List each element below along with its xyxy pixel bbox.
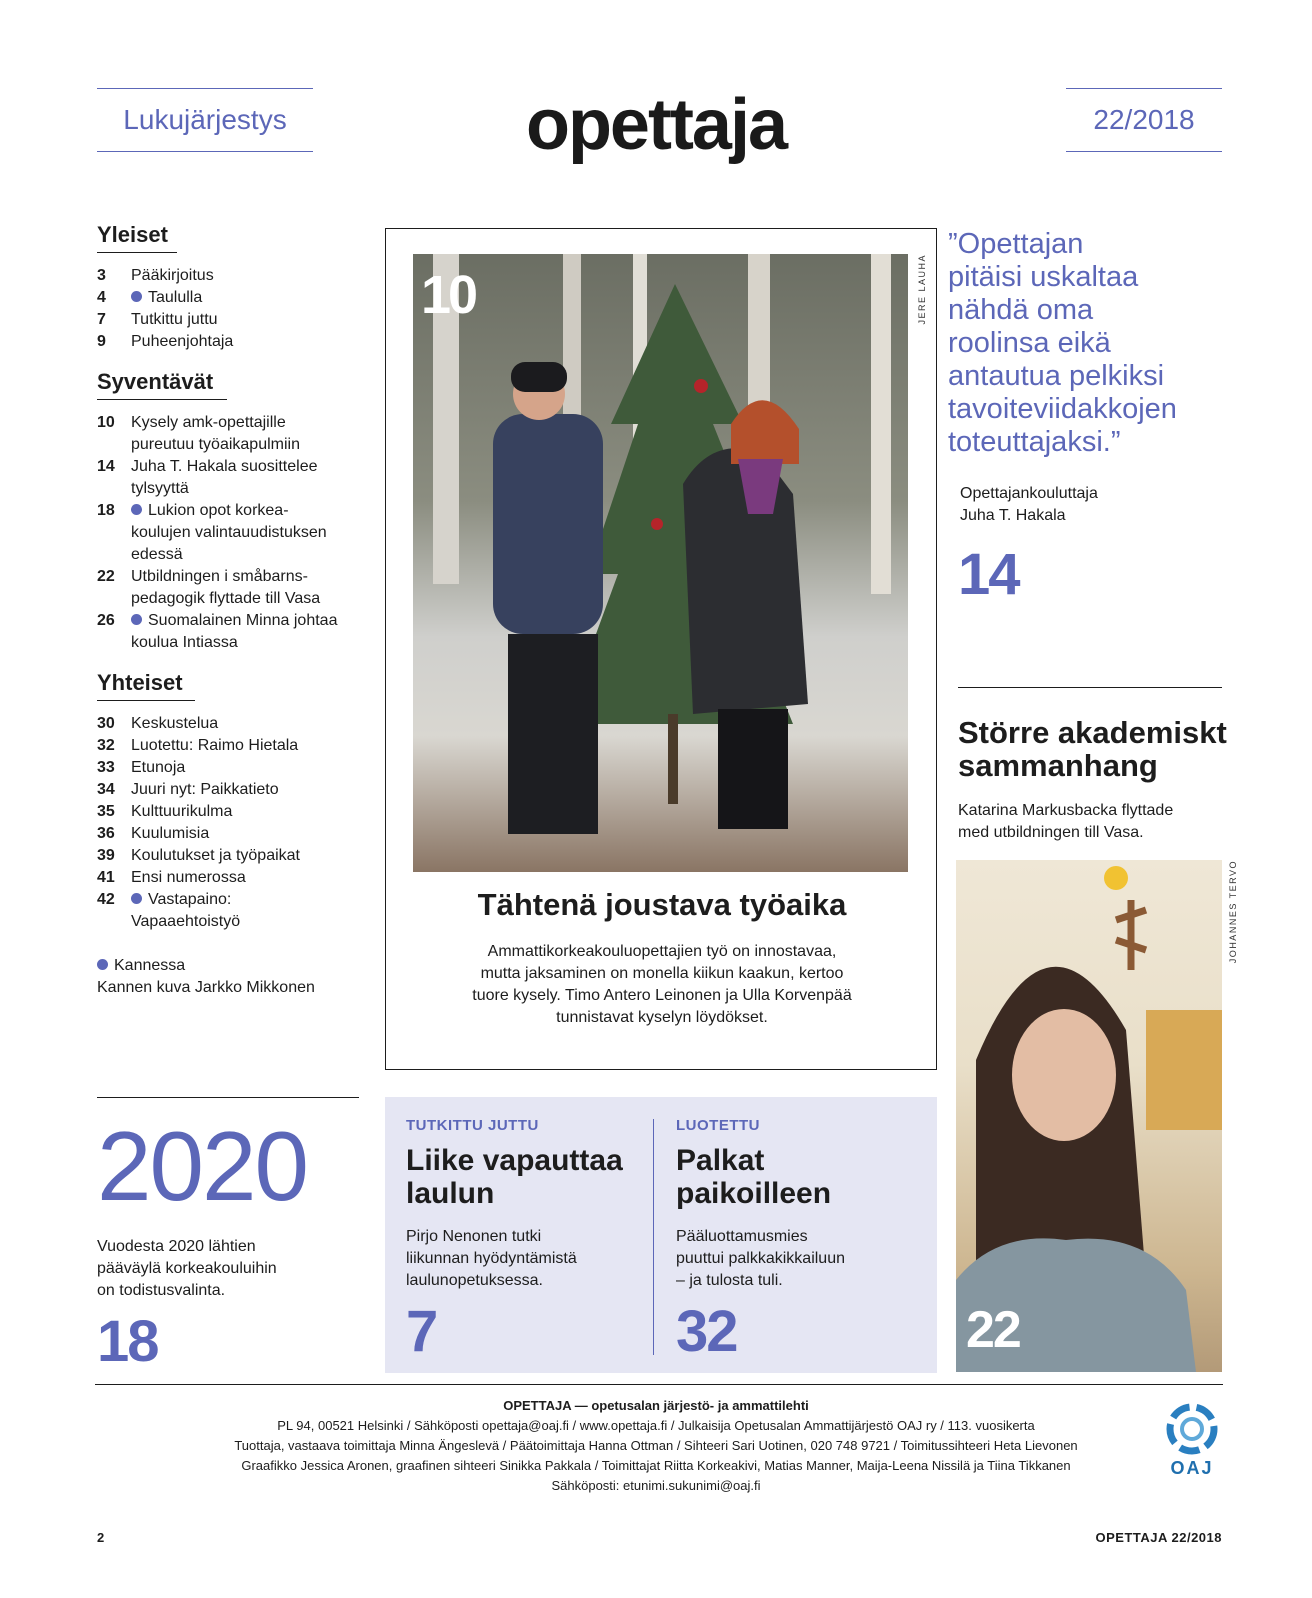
feature-title (676, 1144, 916, 1210)
dot-icon (131, 504, 142, 515)
quote-line: roolinsa eikä (948, 327, 1111, 359)
toc-item-label: Pääkirjoitus (131, 267, 214, 284)
issue-number: 22/2018 (1066, 88, 1222, 152)
year-text (97, 1236, 359, 1302)
footer-line: Sähköposti: etunimi.sukunimi@oaj.fi (551, 1478, 761, 1493)
toc-page-number: 14 (97, 458, 115, 475)
portrait-illustration (956, 860, 1222, 1372)
toc-item[interactable] (97, 757, 367, 779)
toc-item[interactable] (97, 412, 367, 456)
text-line: – ja tulosta tuli. (676, 1272, 783, 1289)
toc-page-number: 41 (97, 869, 115, 886)
table-of-contents (97, 222, 367, 999)
text-line: Pirjo Nenonen tutki (406, 1228, 542, 1245)
title-line: sammanhang (958, 748, 1158, 783)
toc-item[interactable] (97, 331, 367, 353)
toc-item-label: Kulttuurikulma (131, 803, 233, 820)
quote-line: antautua pelkiksi (948, 360, 1165, 392)
toc-page-number: 35 (97, 803, 115, 820)
feature-tutkittu[interactable] (406, 1117, 646, 1365)
feature-luotettu[interactable] (676, 1117, 916, 1365)
section-heading: Yhteiset (97, 670, 195, 701)
text-line: on todistusvalinta. (97, 1282, 226, 1299)
toc-item-label: Vastapaino: Vapaaehtoistyö (131, 891, 241, 930)
section-label: Lukujärjestys (97, 88, 313, 152)
toc-page-number: 34 (97, 781, 115, 798)
toc-item-label: Suomalainen Minna johtaa koulua Intiassa (131, 612, 338, 651)
page-number-badge: 22 (966, 1301, 1020, 1359)
toc-page-number: 32 (97, 737, 115, 754)
toc-item[interactable] (97, 889, 367, 933)
text-line: laulunopetuksessa. (406, 1272, 543, 1289)
source-line: Juha T. Hakala (960, 507, 1066, 524)
page-number: 18 (97, 1309, 158, 1374)
text-line: mutta jaksaminen on monella kiikun kaakun, kertoo (480, 965, 844, 982)
feature-title (406, 1144, 646, 1210)
toc-list (97, 412, 367, 654)
text-line: tuore kysely. Timo Antero Leinonen ja Ulla Korvenpää (472, 987, 852, 1004)
toc-item[interactable] (97, 265, 367, 287)
toc-item[interactable] (97, 566, 367, 610)
quote-line: tavoiteviidakkojen (948, 393, 1177, 425)
quote-line: nähdä oma (948, 294, 1094, 326)
toc-section-yleiset (97, 222, 367, 353)
text-line: tunnistavat kyselyn löydökset. (556, 1009, 768, 1026)
toc-item[interactable] (97, 779, 367, 801)
running-footer: OPETTAJA 22/2018 (1095, 1530, 1222, 1545)
divider (97, 1097, 359, 1098)
divider (958, 687, 1222, 688)
photo-credit: JERE LAUHA (917, 254, 927, 325)
toc-page-number: 18 (97, 502, 115, 519)
footer-line: PL 94, 00521 Helsinki / Sähköposti opettaja@oaj.fi / www.opettaja.fi / Julkaisija Opetusalan Ammattijärjestö OAJ ry / 113. vuosikerta (277, 1418, 1035, 1433)
toc-item-label: Kuulumisia (131, 825, 210, 842)
title-line: Större akademiskt (958, 715, 1227, 750)
cover-note (97, 955, 367, 999)
toc-item[interactable] (97, 287, 367, 309)
toc-item[interactable] (97, 610, 367, 654)
feature-text (406, 1226, 646, 1292)
toc-page-number: 39 (97, 847, 115, 864)
toc-item[interactable] (97, 867, 367, 889)
toc-item[interactable] (97, 845, 367, 867)
oaj-logo[interactable] (1162, 1403, 1222, 1479)
text-line: Vuodesta 2020 lähtien (97, 1238, 256, 1255)
toc-page-number: 10 (97, 414, 115, 431)
toc-section-syventavat (97, 369, 367, 654)
title-line: Palkat (676, 1144, 765, 1177)
toc-item-label: Kysely amk-opettajille pureutuu työaikapulmiin (131, 414, 300, 453)
dot-icon (131, 893, 142, 904)
magazine-logo[interactable]: opettaja (525, 85, 787, 165)
feature-box (385, 1097, 937, 1373)
cover-credit: Kannen kuva Jarkko Mikkonen (97, 979, 315, 996)
main-story-photo (413, 254, 908, 872)
toc-item-label: Juuri nyt: Paikkatieto (131, 781, 279, 798)
page-number: 7 (406, 1299, 437, 1364)
oaj-wordmark: OAJ (1170, 1458, 1214, 1478)
footer-rule (95, 1384, 1223, 1385)
main-story-title: Tähtenä joustava työaika (477, 887, 847, 922)
toc-page-number: 42 (97, 891, 115, 908)
page-number-badge: 10 (421, 265, 476, 325)
title-line: Liike vapauttaa (406, 1144, 623, 1177)
footer-credits (0, 1416, 1312, 1496)
toc-item[interactable] (97, 823, 367, 845)
toc-item-label: Ensi numerossa (131, 869, 246, 886)
footer-line: Tuottaja, vastaava toimittaja Minna Ängeslevä / Päätoimittaja Hanna Ottman / Sihteeri Sari Uotinen, 020 748 9721 / Toimitussihteeri Heta Lievonen (234, 1438, 1078, 1453)
page-number: 14 (958, 542, 1019, 607)
dot-icon (131, 614, 142, 625)
toc-item-label: Keskustelua (131, 715, 219, 732)
text-line: Katarina Markusbacka flyttade (958, 802, 1174, 819)
toc-item-label: Lukion opot korkea- koulujen valintauudistuksen edessä (131, 502, 327, 563)
side-story-text (958, 800, 1222, 844)
toc-item[interactable] (97, 500, 367, 566)
section-heading: Yleiset (97, 222, 177, 253)
text-line: liikunnan hyödyntämistä (406, 1250, 577, 1267)
toc-item-label: Luotettu: Raimo Hietala (131, 737, 299, 754)
toc-item-label: Tutkittu juttu (131, 311, 218, 328)
toc-item[interactable] (97, 309, 367, 331)
text-line: puuttui palkkakikkailuun (676, 1250, 845, 1267)
toc-page-number: 3 (97, 267, 106, 284)
pull-quote (948, 228, 1278, 608)
quote-text (948, 228, 1278, 459)
section-heading: Syventävät (97, 369, 227, 400)
feature-kicker: LUOTETTU (676, 1117, 760, 1134)
toc-page-number: 22 (97, 568, 115, 585)
dot-icon (131, 291, 142, 302)
side-story-title (958, 715, 1227, 783)
title-line: laulun (406, 1177, 495, 1210)
side-story[interactable] (958, 687, 1227, 844)
toc-page-number: 30 (97, 715, 115, 732)
toc-item-label: Puheenjohtaja (131, 333, 234, 350)
text-line: pääväylä korkeakouluihin (97, 1260, 277, 1277)
toc-page-number: 26 (97, 612, 115, 629)
quote-line: toteuttajaksi.” (948, 426, 1121, 458)
year-block[interactable] (97, 1097, 359, 1375)
dot-icon (97, 959, 108, 970)
feature-text (676, 1226, 916, 1292)
toc-page-number: 4 (97, 289, 106, 306)
divider (653, 1119, 654, 1355)
photo-credit: JOHANNES TERVO (1228, 860, 1238, 964)
toc-item-label: Koulutukset ja työpaikat (131, 847, 300, 864)
toc-page-number: 36 (97, 825, 115, 842)
source-line: Opettajankouluttaja (960, 485, 1098, 502)
toc-item-label: Juha T. Hakala suosittelee tylsyyttä (131, 458, 318, 497)
text-line: Pääluottamusmies (676, 1228, 808, 1245)
toc-section-yhteiset (97, 670, 367, 933)
feature-kicker: TUTKITTU JUTTU (406, 1117, 539, 1134)
page-number: 32 (676, 1299, 737, 1364)
side-story-photo (956, 860, 1222, 1372)
toc-item[interactable] (97, 801, 367, 823)
toc-item[interactable] (97, 456, 367, 500)
toc-item-label: Taululla (131, 287, 202, 309)
christmas-tree-illustration (413, 254, 908, 872)
page-number-left: 2 (97, 1530, 105, 1545)
title-line: paikoilleen (676, 1177, 832, 1210)
quote-line: pitäisi uskaltaa (948, 261, 1139, 293)
oaj-emblem-icon (1166, 1403, 1218, 1455)
main-story-card[interactable] (385, 228, 937, 1070)
toc-list (97, 713, 367, 933)
cover-label: Kannessa (114, 957, 186, 974)
footer-title: OPETTAJA — opetusalan järjestö- ja ammattilehti (503, 1398, 809, 1413)
toc-page-number: 33 (97, 759, 115, 776)
footer-line: Graafikko Jessica Aronen, graafinen sihteeri Sinikka Pakkala / Toimittajat Riitta Korkeakivi, Matias Manner, Maija-Leena Nissilä ja Tiina Tikkanen (241, 1458, 1071, 1473)
text-line: Ammattikorkeakouluopettajien työ on innostavaa, (487, 943, 837, 960)
main-story-text (386, 941, 938, 1029)
toc-list (97, 265, 367, 353)
toc-item[interactable] (97, 713, 367, 735)
quote-source (960, 483, 1278, 527)
toc-item-label: Etunoja (131, 759, 186, 776)
toc-page-number: 7 (97, 311, 106, 328)
toc-page-number: 9 (97, 333, 106, 350)
toc-item[interactable] (97, 735, 367, 757)
toc-item-label: Utbildningen i småbarns- pedagogik flyttade till Vasa (131, 568, 321, 607)
big-year: 2020 (97, 1111, 308, 1221)
text-line: med utbildningen till Vasa. (958, 824, 1144, 841)
quote-line: ”Opettajan (948, 228, 1084, 260)
